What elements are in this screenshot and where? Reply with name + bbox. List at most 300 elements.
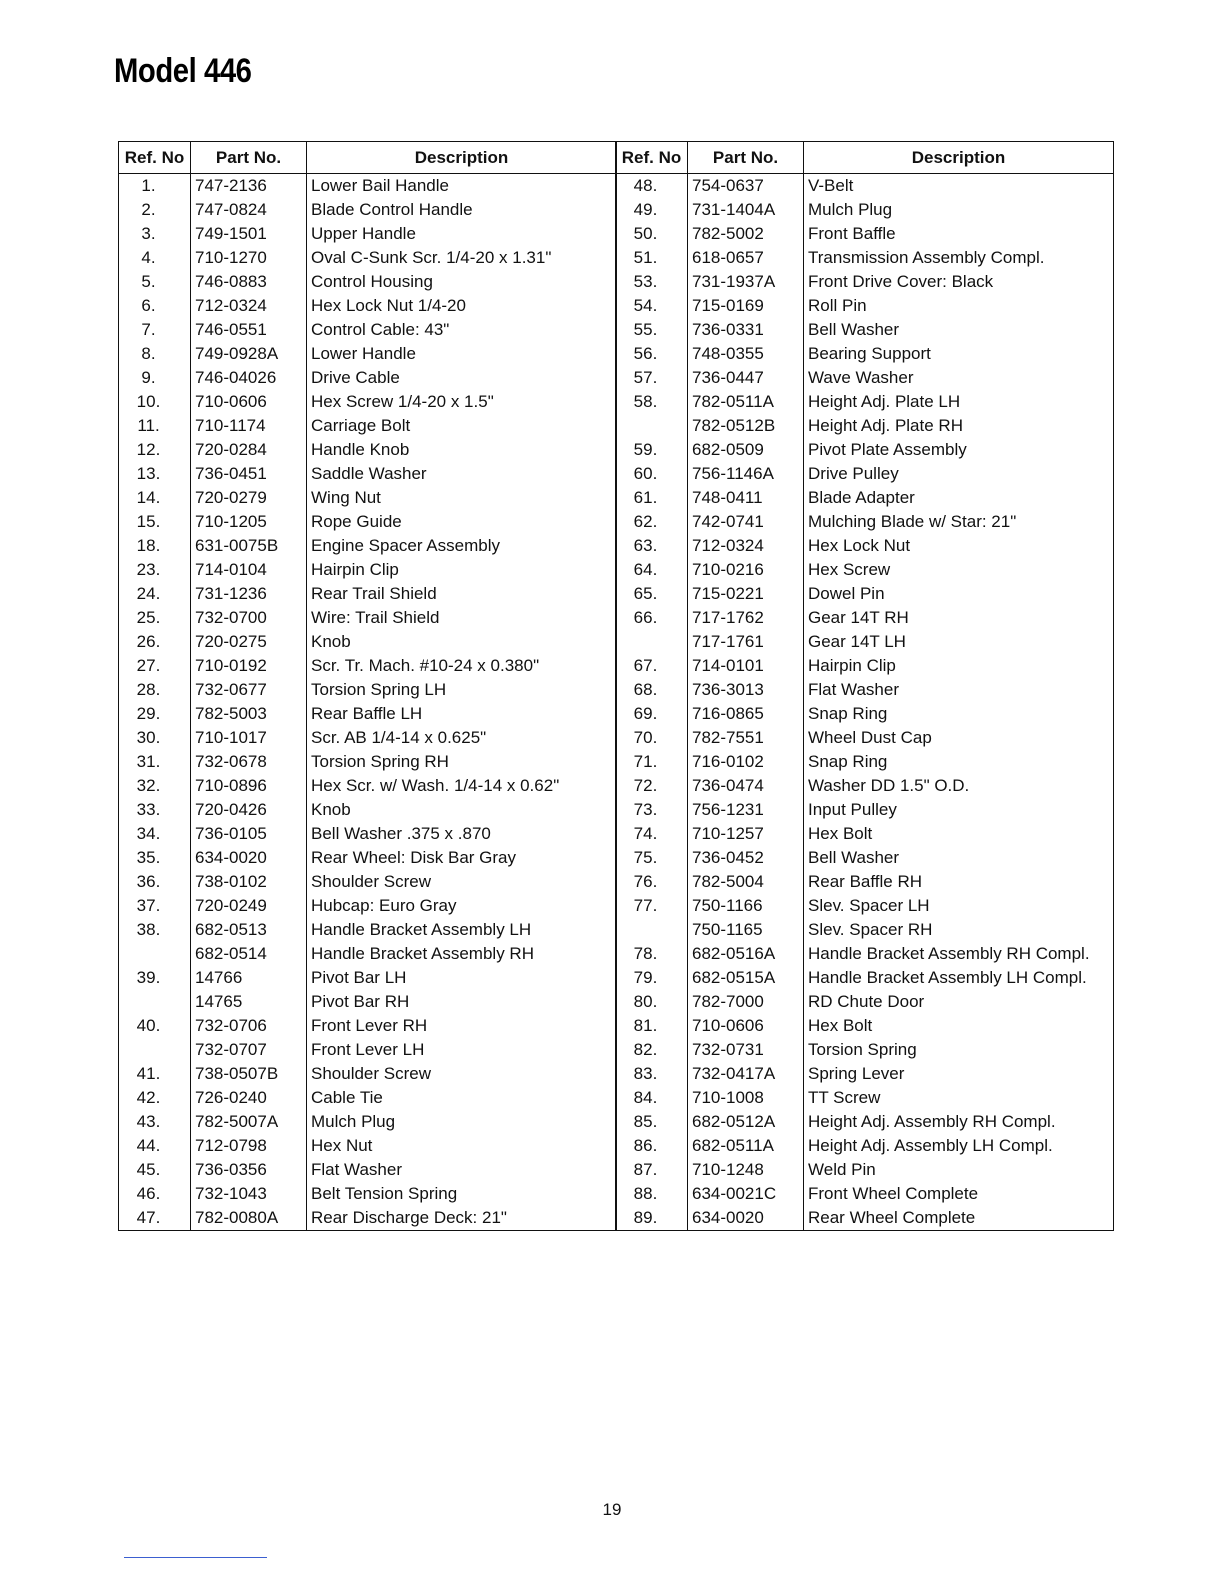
description-cell: Front Drive Cover: Black	[804, 270, 1114, 294]
description-cell: Hairpin Clip	[307, 558, 617, 582]
table-row	[119, 222, 617, 246]
ref-no-cell: 70.	[616, 726, 688, 750]
description-cell: Shoulder Screw	[307, 1062, 617, 1086]
ref-no-cell: 48.	[616, 174, 688, 199]
description-cell: Height Adj. Plate RH	[804, 414, 1114, 438]
description-cell: Wave Washer	[804, 366, 1114, 390]
table-row	[119, 246, 617, 270]
ref-no-cell: 79.	[616, 966, 688, 990]
table-row	[616, 606, 1114, 630]
table-row	[616, 630, 1114, 654]
table-row	[119, 294, 617, 318]
description-cell: Spring Lever	[804, 1062, 1114, 1086]
description-cell: V-Belt	[804, 174, 1114, 199]
part-no-cell: 710-1017	[191, 726, 307, 750]
table-row	[119, 726, 617, 750]
description-cell: Height Adj. Assembly LH Compl.	[804, 1134, 1114, 1158]
ref-no-cell: 81.	[616, 1014, 688, 1038]
part-no-cell: 746-0551	[191, 318, 307, 342]
part-no-cell: 682-0509	[688, 438, 804, 462]
table-row	[616, 822, 1114, 846]
part-no-cell: 747-0824	[191, 198, 307, 222]
part-no-cell: 736-0447	[688, 366, 804, 390]
description-cell: Pivot Bar LH	[307, 966, 617, 990]
description-cell: Snap Ring	[804, 750, 1114, 774]
part-no-cell: 720-0279	[191, 486, 307, 510]
part-no-cell: 710-0606	[191, 390, 307, 414]
ref-no-cell: 29.	[119, 702, 191, 726]
part-no-cell: 710-0192	[191, 654, 307, 678]
part-no-cell: 712-0798	[191, 1134, 307, 1158]
table-row	[119, 198, 617, 222]
part-no-cell: 732-0417A	[688, 1062, 804, 1086]
table-row	[616, 270, 1114, 294]
part-no-cell: 742-0741	[688, 510, 804, 534]
description-cell: Rear Baffle RH	[804, 870, 1114, 894]
ref-no-cell: 30.	[119, 726, 191, 750]
description-cell: Front Baffle	[804, 222, 1114, 246]
description-cell: Pivot Bar RH	[307, 990, 617, 1014]
description-cell: Torsion Spring	[804, 1038, 1114, 1062]
part-no-cell: 732-0677	[191, 678, 307, 702]
part-no-cell: 736-3013	[688, 678, 804, 702]
table-row	[616, 1182, 1114, 1206]
description-cell: Engine Spacer Assembly	[307, 534, 617, 558]
table-row	[119, 558, 617, 582]
part-no-cell: 710-1248	[688, 1158, 804, 1182]
ref-no-cell: 74.	[616, 822, 688, 846]
description-cell: Hex Bolt	[804, 1014, 1114, 1038]
page-number: 19	[602, 1500, 622, 1519]
ref-no-cell: 55.	[616, 318, 688, 342]
table-row	[119, 966, 617, 990]
description-cell: Blade Adapter	[804, 486, 1114, 510]
description-cell: Handle Bracket Assembly RH	[307, 942, 617, 966]
part-no-cell: 736-0451	[191, 462, 307, 486]
ref-no-cell: 50.	[616, 222, 688, 246]
page-title: Model 446	[114, 52, 252, 90]
ref-no-cell: 6.	[119, 294, 191, 318]
part-no-cell: 756-1146A	[688, 462, 804, 486]
header-description: Description	[307, 142, 617, 174]
table-row	[119, 630, 617, 654]
ref-no-cell: 10.	[119, 390, 191, 414]
description-cell: Mulching Blade w/ Star: 21"	[804, 510, 1114, 534]
description-cell: Hex Nut	[307, 1134, 617, 1158]
part-no-cell: 732-0678	[191, 750, 307, 774]
table-row	[616, 246, 1114, 270]
ref-no-cell: 72.	[616, 774, 688, 798]
ref-no-cell: 4.	[119, 246, 191, 270]
description-cell: Hex Screw	[804, 558, 1114, 582]
part-no-cell: 14765	[191, 990, 307, 1014]
ref-no-cell: 14.	[119, 486, 191, 510]
part-no-cell: 714-0101	[688, 654, 804, 678]
part-no-cell: 750-1166	[688, 894, 804, 918]
ref-no-cell: 36.	[119, 870, 191, 894]
ref-no-cell: 23.	[119, 558, 191, 582]
part-no-cell: 736-0105	[191, 822, 307, 846]
part-no-cell: 782-7000	[688, 990, 804, 1014]
ref-no-cell	[616, 630, 688, 654]
part-no-cell: 750-1165	[688, 918, 804, 942]
parts-table-right	[615, 141, 1114, 1231]
table-row	[119, 534, 617, 558]
table-row	[119, 678, 617, 702]
ref-no-cell: 31.	[119, 750, 191, 774]
ref-no-cell	[119, 1038, 191, 1062]
description-cell: Handle Bracket Assembly LH	[307, 918, 617, 942]
ref-no-cell	[616, 414, 688, 438]
ref-no-cell: 42.	[119, 1086, 191, 1110]
ref-no-cell: 54.	[616, 294, 688, 318]
ref-no-cell: 47.	[119, 1206, 191, 1231]
description-cell: Flat Washer	[804, 678, 1114, 702]
table-row	[616, 894, 1114, 918]
part-no-cell: 738-0102	[191, 870, 307, 894]
ref-no-cell: 3.	[119, 222, 191, 246]
description-cell: RD Chute Door	[804, 990, 1114, 1014]
ref-no-cell: 33.	[119, 798, 191, 822]
ref-no-cell: 75.	[616, 846, 688, 870]
ref-no-cell: 51.	[616, 246, 688, 270]
part-no-cell: 732-0700	[191, 606, 307, 630]
ref-no-cell: 37.	[119, 894, 191, 918]
description-cell: Knob	[307, 798, 617, 822]
description-cell: Height Adj. Assembly RH Compl.	[804, 1110, 1114, 1134]
table-row	[616, 486, 1114, 510]
description-cell: Flat Washer	[307, 1158, 617, 1182]
ref-no-cell: 41.	[119, 1062, 191, 1086]
part-no-cell: 710-0896	[191, 774, 307, 798]
ref-no-cell: 77.	[616, 894, 688, 918]
description-cell: Cable Tie	[307, 1086, 617, 1110]
description-cell: Hex Screw 1/4-20 x 1.5"	[307, 390, 617, 414]
description-cell: Hex Scr. w/ Wash. 1/4-14 x 0.62"	[307, 774, 617, 798]
ref-no-cell: 80.	[616, 990, 688, 1014]
table-row	[119, 1110, 617, 1134]
table-row	[616, 558, 1114, 582]
part-no-cell: 732-0707	[191, 1038, 307, 1062]
ref-no-cell: 18.	[119, 534, 191, 558]
ref-no-cell	[616, 918, 688, 942]
description-cell: Drive Cable	[307, 366, 617, 390]
description-cell: Knob	[307, 630, 617, 654]
ref-no-cell: 40.	[119, 1014, 191, 1038]
ref-no-cell: 71.	[616, 750, 688, 774]
table-row	[119, 582, 617, 606]
part-no-cell: 682-0514	[191, 942, 307, 966]
description-cell: Wheel Dust Cap	[804, 726, 1114, 750]
table-row	[616, 942, 1114, 966]
ref-no-cell: 78.	[616, 942, 688, 966]
part-no-cell: 782-5004	[688, 870, 804, 894]
table-row	[616, 750, 1114, 774]
description-cell: Drive Pulley	[804, 462, 1114, 486]
table-row	[616, 294, 1114, 318]
description-cell: Front Wheel Complete	[804, 1182, 1114, 1206]
table-row	[119, 366, 617, 390]
table-row	[119, 870, 617, 894]
ref-no-cell: 49.	[616, 198, 688, 222]
description-cell: Front Lever RH	[307, 1014, 617, 1038]
table-row	[616, 318, 1114, 342]
table-row	[616, 1158, 1114, 1182]
description-cell: Front Lever LH	[307, 1038, 617, 1062]
description-cell: Roll Pin	[804, 294, 1114, 318]
ref-no-cell: 7.	[119, 318, 191, 342]
table-row	[616, 726, 1114, 750]
ref-no-cell: 5.	[119, 270, 191, 294]
part-no-cell: 710-1205	[191, 510, 307, 534]
table-row	[119, 270, 617, 294]
parts-table-left	[118, 141, 617, 1231]
header-ref-no: Ref. No	[119, 142, 191, 174]
description-cell: Hairpin Clip	[804, 654, 1114, 678]
table-row	[119, 894, 617, 918]
table-row	[119, 822, 617, 846]
part-no-cell: 715-0169	[688, 294, 804, 318]
part-no-cell: 726-0240	[191, 1086, 307, 1110]
part-no-cell: 749-0928A	[191, 342, 307, 366]
ref-no-cell: 88.	[616, 1182, 688, 1206]
table-row	[616, 846, 1114, 870]
ref-no-cell: 46.	[119, 1182, 191, 1206]
description-cell: Blade Control Handle	[307, 198, 617, 222]
table-row	[119, 1014, 617, 1038]
part-no-cell: 749-1501	[191, 222, 307, 246]
description-cell: Rear Wheel Complete	[804, 1206, 1114, 1231]
part-no-cell: 748-0355	[688, 342, 804, 366]
table-row	[119, 942, 617, 966]
part-no-cell: 682-0511A	[688, 1134, 804, 1158]
description-cell: TT Screw	[804, 1086, 1114, 1110]
part-no-cell: 717-1762	[688, 606, 804, 630]
part-no-cell: 710-1008	[688, 1086, 804, 1110]
table-row	[119, 606, 617, 630]
description-cell: Handle Bracket Assembly LH Compl.	[804, 966, 1114, 990]
table-row	[616, 1110, 1114, 1134]
table-row	[119, 438, 617, 462]
table-row	[616, 510, 1114, 534]
table-row	[616, 198, 1114, 222]
description-cell: Rear Wheel: Disk Bar Gray	[307, 846, 617, 870]
table-row	[616, 1038, 1114, 1062]
table-row	[616, 462, 1114, 486]
table-row	[119, 510, 617, 534]
description-cell: Shoulder Screw	[307, 870, 617, 894]
table-row	[616, 222, 1114, 246]
description-cell: Rear Baffle LH	[307, 702, 617, 726]
part-no-cell: 720-0249	[191, 894, 307, 918]
part-no-cell: 731-1404A	[688, 198, 804, 222]
table-row	[616, 966, 1114, 990]
part-no-cell: 738-0507B	[191, 1062, 307, 1086]
footer-rule	[124, 1557, 267, 1558]
table-row	[119, 1134, 617, 1158]
table-row	[119, 774, 617, 798]
ref-no-cell: 44.	[119, 1134, 191, 1158]
description-cell: Rear Trail Shield	[307, 582, 617, 606]
ref-no-cell: 83.	[616, 1062, 688, 1086]
table-row	[119, 342, 617, 366]
part-no-cell: 720-0275	[191, 630, 307, 654]
description-cell: Transmission Assembly Compl.	[804, 246, 1114, 270]
ref-no-cell	[119, 942, 191, 966]
description-cell: Hex Lock Nut	[804, 534, 1114, 558]
part-no-cell: 782-5002	[688, 222, 804, 246]
ref-no-cell: 26.	[119, 630, 191, 654]
table-row	[119, 414, 617, 438]
part-no-cell: 746-0883	[191, 270, 307, 294]
part-no-cell: 732-0731	[688, 1038, 804, 1062]
part-no-cell: 710-1270	[191, 246, 307, 270]
ref-no-cell	[119, 990, 191, 1014]
table-row	[119, 654, 617, 678]
ref-no-cell: 13.	[119, 462, 191, 486]
description-cell: Rope Guide	[307, 510, 617, 534]
ref-no-cell: 59.	[616, 438, 688, 462]
part-no-cell: 720-0284	[191, 438, 307, 462]
part-no-cell: 682-0512A	[688, 1110, 804, 1134]
ref-no-cell: 56.	[616, 342, 688, 366]
part-no-cell: 714-0104	[191, 558, 307, 582]
description-cell: Bell Washer	[804, 846, 1114, 870]
description-cell: Wire: Trail Shield	[307, 606, 617, 630]
description-cell: Pivot Plate Assembly	[804, 438, 1114, 462]
ref-no-cell: 89.	[616, 1206, 688, 1231]
header-description: Description	[804, 142, 1114, 174]
table-row	[616, 1062, 1114, 1086]
part-no-cell: 716-0102	[688, 750, 804, 774]
ref-no-cell: 24.	[119, 582, 191, 606]
ref-no-cell: 2.	[119, 198, 191, 222]
description-cell: Mulch Plug	[804, 198, 1114, 222]
ref-no-cell: 1.	[119, 174, 191, 199]
ref-no-cell: 60.	[616, 462, 688, 486]
description-cell: Wing Nut	[307, 486, 617, 510]
part-no-cell: 634-0021C	[688, 1182, 804, 1206]
description-cell: Slev. Spacer LH	[804, 894, 1114, 918]
ref-no-cell: 45.	[119, 1158, 191, 1182]
ref-no-cell: 27.	[119, 654, 191, 678]
description-cell: Slev. Spacer RH	[804, 918, 1114, 942]
ref-no-cell: 69.	[616, 702, 688, 726]
ref-no-cell: 82.	[616, 1038, 688, 1062]
part-no-cell: 710-0216	[688, 558, 804, 582]
part-no-cell: 736-0474	[688, 774, 804, 798]
table-row	[119, 990, 617, 1014]
part-no-cell: 634-0020	[688, 1206, 804, 1231]
table-row	[119, 390, 617, 414]
ref-no-cell: 53.	[616, 270, 688, 294]
ref-no-cell: 62.	[616, 510, 688, 534]
ref-no-cell: 68.	[616, 678, 688, 702]
table-row	[616, 534, 1114, 558]
description-cell: Hubcap: Euro Gray	[307, 894, 617, 918]
description-cell: Mulch Plug	[307, 1110, 617, 1134]
part-no-cell: 715-0221	[688, 582, 804, 606]
ref-no-cell: 87.	[616, 1158, 688, 1182]
table-row	[616, 438, 1114, 462]
parts-table-right-body	[616, 174, 1114, 1231]
parts-table-left-body	[119, 174, 617, 1231]
part-no-cell: 618-0657	[688, 246, 804, 270]
table-row	[616, 918, 1114, 942]
description-cell: Scr. AB 1/4-14 x 0.625"	[307, 726, 617, 750]
part-no-cell: 732-1043	[191, 1182, 307, 1206]
part-no-cell: 747-2136	[191, 174, 307, 199]
description-cell: Torsion Spring LH	[307, 678, 617, 702]
ref-no-cell: 11.	[119, 414, 191, 438]
table-row	[616, 366, 1114, 390]
part-no-cell: 682-0515A	[688, 966, 804, 990]
ref-no-cell: 84.	[616, 1086, 688, 1110]
part-no-cell: 782-0511A	[688, 390, 804, 414]
part-no-cell: 756-1231	[688, 798, 804, 822]
description-cell: Gear 14T LH	[804, 630, 1114, 654]
ref-no-cell: 39.	[119, 966, 191, 990]
part-no-cell: 782-0080A	[191, 1206, 307, 1231]
table-header-row	[119, 142, 617, 174]
ref-no-cell: 64.	[616, 558, 688, 582]
ref-no-cell: 63.	[616, 534, 688, 558]
description-cell: Washer DD 1.5" O.D.	[804, 774, 1114, 798]
description-cell: Torsion Spring RH	[307, 750, 617, 774]
ref-no-cell: 57.	[616, 366, 688, 390]
description-cell: Scr. Tr. Mach. #10-24 x 0.380"	[307, 654, 617, 678]
part-no-cell: 782-5007A	[191, 1110, 307, 1134]
table-row	[119, 702, 617, 726]
ref-no-cell: 34.	[119, 822, 191, 846]
table-row	[119, 1158, 617, 1182]
table-row	[119, 1086, 617, 1110]
part-no-cell: 717-1761	[688, 630, 804, 654]
description-cell: Hex Bolt	[804, 822, 1114, 846]
ref-no-cell: 8.	[119, 342, 191, 366]
table-row	[616, 702, 1114, 726]
ref-no-cell: 9.	[119, 366, 191, 390]
part-no-cell: 720-0426	[191, 798, 307, 822]
table-header-row	[616, 142, 1114, 174]
description-cell: Lower Bail Handle	[307, 174, 617, 199]
ref-no-cell: 86.	[616, 1134, 688, 1158]
table-row	[119, 1062, 617, 1086]
table-row	[616, 798, 1114, 822]
ref-no-cell: 12.	[119, 438, 191, 462]
part-no-cell: 782-7551	[688, 726, 804, 750]
table-row	[616, 678, 1114, 702]
description-cell: Lower Handle	[307, 342, 617, 366]
ref-no-cell: 85.	[616, 1110, 688, 1134]
part-no-cell: 736-0452	[688, 846, 804, 870]
ref-no-cell: 76.	[616, 870, 688, 894]
table-row	[119, 798, 617, 822]
ref-no-cell: 65.	[616, 582, 688, 606]
description-cell: Bell Washer	[804, 318, 1114, 342]
table-row	[616, 1086, 1114, 1110]
description-cell: Rear Discharge Deck: 21"	[307, 1206, 617, 1231]
description-cell: Weld Pin	[804, 1158, 1114, 1182]
table-row	[616, 990, 1114, 1014]
part-no-cell: 712-0324	[191, 294, 307, 318]
description-cell: Control Housing	[307, 270, 617, 294]
part-no-cell: 731-1937A	[688, 270, 804, 294]
part-no-cell: 710-1174	[191, 414, 307, 438]
description-cell: Oval C-Sunk Scr. 1/4-20 x 1.31"	[307, 246, 617, 270]
part-no-cell: 736-0331	[688, 318, 804, 342]
description-cell: Upper Handle	[307, 222, 617, 246]
